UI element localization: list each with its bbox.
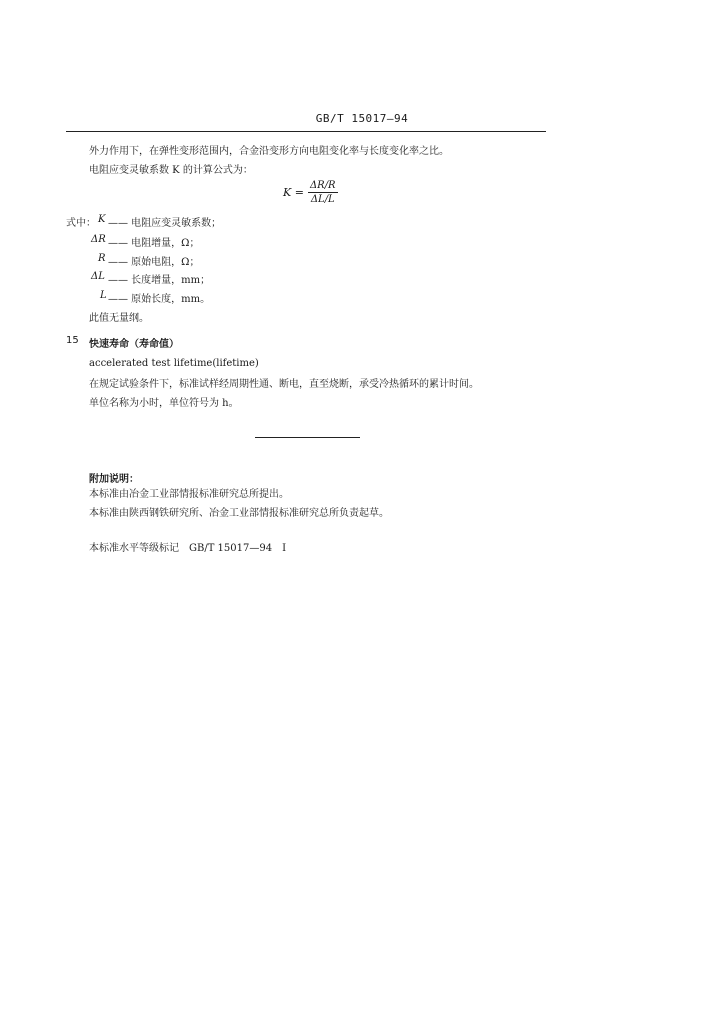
intro-line-2: 电阻应变灵敏系数 K 的计算公式为： <box>89 165 253 176</box>
def-description: —— 长度增量，mm； <box>108 275 211 286</box>
notes-line-3: 本标准水平等级标记 GB/T 15017—94 I <box>89 543 287 554</box>
section-number: 15 <box>66 335 79 346</box>
formula-lhs: K = <box>283 186 304 199</box>
def-symbol: K <box>98 214 106 225</box>
def-description: —— 电阻应变灵敏系数； <box>108 218 222 229</box>
def-description: —— 原始长度，mm。 <box>108 294 211 305</box>
def-symbol: ΔL <box>91 271 105 282</box>
def-description: —— 原始电阻，Ω； <box>108 257 200 268</box>
content-end-divider <box>255 437 360 438</box>
notes-line-2: 本标准由陕西钢铁研究所、冶金工业部情报标准研究总所负责起草。 <box>89 508 389 519</box>
header-rule <box>66 131 546 132</box>
intro-line-1: 外力作用下，在弹性变形范围内，合金沿变形方向电阻变化率与长度变化率之比。 <box>89 146 449 157</box>
section-english-term: accelerated test lifetime(lifetime) <box>89 358 259 369</box>
formula-fraction <box>308 180 338 205</box>
additional-notes-title: 附加说明： <box>89 474 139 485</box>
def-symbol: L <box>100 290 107 301</box>
section-unit: 单位名称为小时，单位符号为 h。 <box>89 398 239 409</box>
def-symbol: ΔR <box>91 234 106 245</box>
section-title: 快速寿命（寿命值） <box>89 339 179 350</box>
def-description: —— 电阻增量，Ω； <box>108 238 200 249</box>
notes-line-1: 本标准由冶金工业部情报标准研究总所提出。 <box>89 489 289 500</box>
formula-denominator: ΔL/L <box>310 194 335 205</box>
page-header-standard-code: GB/T 15017—94 <box>315 112 409 125</box>
def-symbol: R <box>98 253 106 264</box>
definitions-prefix: 式中： <box>66 218 96 229</box>
section-definition: 在规定试验条件下，标准试样经周期性通、断电，直至烧断，承受冷热循环的累计时间。 <box>89 379 479 390</box>
sensitivity-formula <box>283 180 338 205</box>
dimensionless-note: 此值无量纲。 <box>89 313 149 324</box>
formula-numerator: ΔR/R <box>309 180 336 191</box>
